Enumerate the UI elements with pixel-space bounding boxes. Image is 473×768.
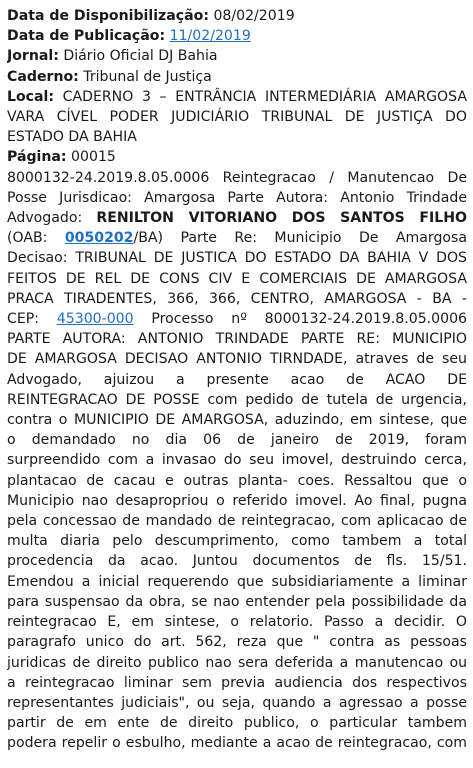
body-line: pela concessao de mandado de reintegracao, com aplicacao de: [7, 513, 467, 530]
disponibilizacao-row: [7, 6, 467, 26]
body-line: paragrafo unico do art. 562, reza que " contra as pessoas: [7, 634, 467, 651]
disponibilizacao-label: Data de Disponibilização:: [7, 8, 209, 24]
cep-label: CEP:: [7, 311, 39, 328]
body-line: Advogado, ajuizou a presente acao de ACAO DE: [7, 371, 467, 388]
body-line: a reintegracao liminar sem previa audiencia dos respectivos: [7, 674, 467, 691]
body-line: Posse Jurisdicao: Amargosa Parte Autora: Antonio Trindade: [7, 189, 467, 206]
caderno-value: Tribunal de Justiça: [83, 68, 212, 85]
body-line: para suspensao da obra, se nao entender pela possibilidade da: [7, 593, 467, 610]
local-value-line-2: VARA CÍVEL PODER JUDICIÁRIO TRIBUNAL DE JUSTIÇA DO: [7, 109, 467, 126]
oab-label: (OAB:: [7, 230, 48, 247]
caderno-label: Caderno:: [7, 68, 79, 85]
body-line: multa diaria pelo descumprimento, como tambem a total: [7, 533, 467, 550]
body-line: representantes judiciais", ou seja, quando a agressao a posse: [7, 694, 467, 711]
local-value-line-3: ESTADO DA BAHIA: [7, 129, 137, 146]
jornal-value: Diário Oficial DJ Bahia: [63, 48, 218, 65]
caderno-row: [7, 67, 467, 87]
body-line: plantacao de cacau e outras planta- coes. Ressaltou que o: [7, 472, 467, 489]
body-line: surpreendido com a invasao do seu imovel, destruindo cerca,: [7, 452, 467, 469]
body-line: DE AMARGOSA DECISAO ANTONIO TIRNDADE, atraves de seu: [7, 351, 467, 368]
local-value-line-1: CADERNO 3 – ENTRÂNCIA INTERMEDIÁRIA AMARGOSA: [62, 88, 467, 105]
body-line: contra o MUNICIPIO DE AMARGOSA, aduzindo, em sintese, que: [7, 412, 467, 429]
advogado-name: RENILTON VITORIANO DOS SANTOS FILHO: [96, 210, 467, 227]
pagina-row: [7, 147, 467, 167]
publicacao-row: [7, 26, 467, 46]
body-line: Municipio nao desapropriou o referido imovel. Ao final, pugna: [7, 492, 467, 509]
body-line-oab: [7, 228, 467, 248]
body-line: procedencia da acao. Juntou documentos de fls. 15/51.: [7, 553, 467, 570]
processo-text: Processo nº 8000132-24.2019.8.05.0006: [151, 311, 467, 328]
body-line: REINTEGRACAO DE POSSE com pedido de tutela de urgencia,: [7, 391, 467, 408]
publicacao-date-link[interactable]: 11/02/2019: [169, 28, 251, 45]
body-line: FEITOS DE REL DE CONS CIV E COMERCIAIS DE AMARGOSA: [7, 270, 467, 287]
body-line-advogado: [7, 208, 467, 228]
advogado-label: Advogado:: [7, 210, 83, 227]
body-line: o demandado no dia 06 de janeiro de 2019, foram: [7, 432, 467, 449]
oab-suffix: /BA) Parte Re: Municipio De Amargosa: [133, 230, 467, 247]
pagina-label: Página:: [7, 149, 67, 166]
body-line: reintegracao E, em sintese, o relatorio. Passo a decidir. O: [7, 614, 467, 631]
body-line: PARTE AUTORA: ANTONIO TRINDADE PARTE RE: MUNICIPIO: [7, 331, 467, 348]
jornal-row: [7, 46, 467, 66]
body-line: juridicas de direito publico nao sera deferida a manutencao ou: [7, 654, 467, 671]
pagina-value: 00015: [71, 149, 116, 166]
jornal-label: Jornal:: [7, 48, 59, 65]
body-line: Decisao: TRIBUNAL DE JUSTICA DO ESTADO DA BAHIA V DOS: [7, 250, 467, 267]
body-line: podera repelir o esbulho, mediante a acao de reintegracao, com: [7, 735, 467, 752]
body-line: PRACA TIRADENTES, 366, 366, CENTRO, AMARGOSA - BA -: [7, 290, 467, 307]
publicacao-label: Data de Publicação:: [7, 28, 166, 45]
oab-number-link[interactable]: 0050202: [64, 230, 134, 247]
disponibilizacao-value: 08/02/2019: [213, 8, 295, 24]
body-line: partir de em ente de direito publico, o particular tambem: [7, 715, 467, 732]
body-line: 8000132-24.2019.8.05.0006 Reintegracao / Manutencao De: [7, 169, 467, 186]
body-line: Emendou a inicial requerendo que subsidiariamente a liminar: [7, 573, 467, 590]
body-line-cep: [7, 309, 467, 329]
cep-link[interactable]: 45300-000: [56, 311, 134, 328]
local-label: Local:: [7, 88, 54, 105]
local-row: [7, 87, 467, 107]
